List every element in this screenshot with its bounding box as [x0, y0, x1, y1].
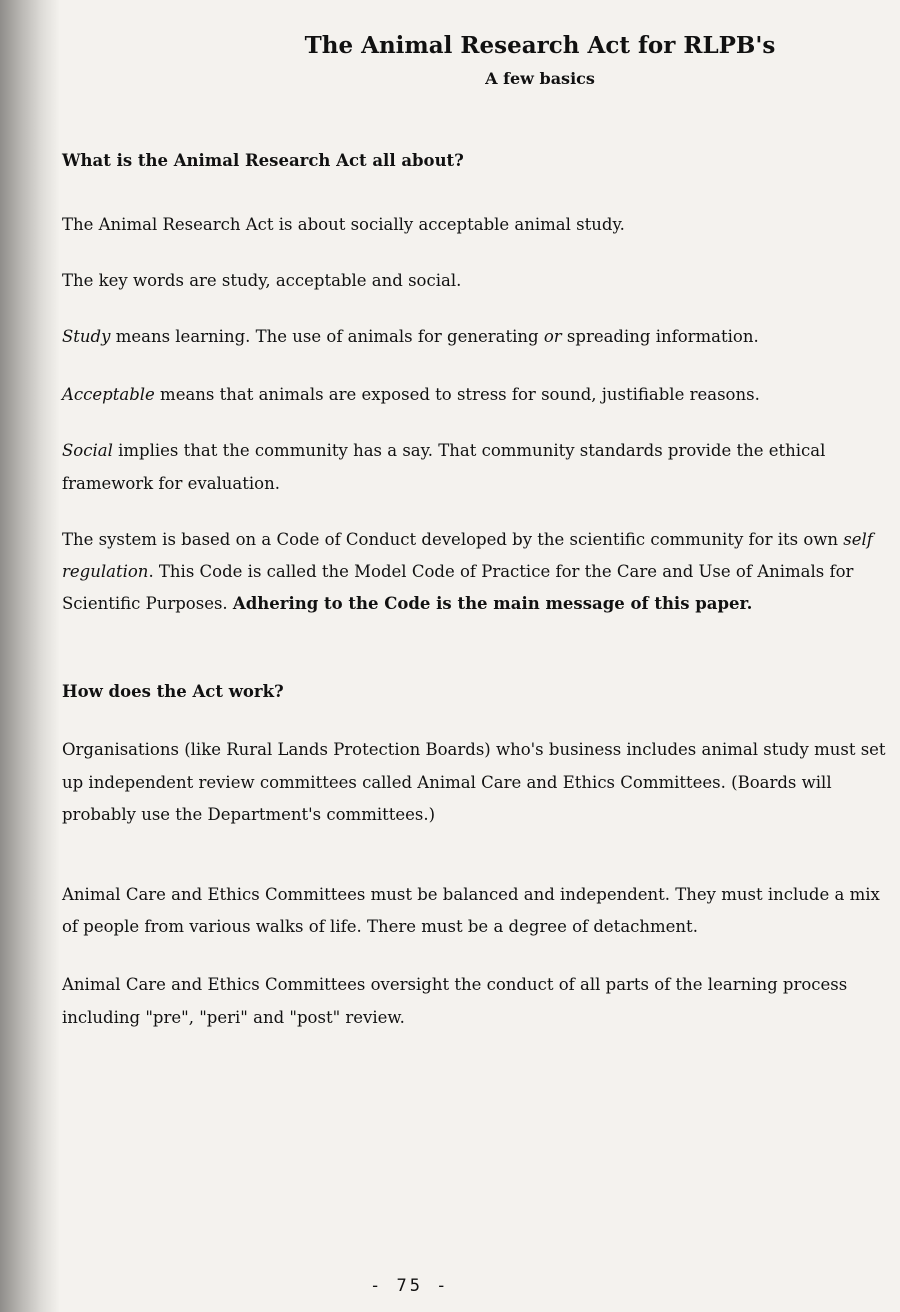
paragraph-study-text-b: spreading information. — [561, 327, 759, 347]
paragraph-code-of-conduct — [62, 524, 898, 621]
paragraph-social — [62, 435, 898, 499]
paragraph-balanced: Animal Care and Ethics Committees must be balanced and independent. They must include a mix of people from various walks of life. There must be a degree of detachment. — [62, 884, 880, 937]
paragraph-organisations: Organisations (like Rural Lands Protection Boards) who's business includes animal study must set up independent review committees called Animal Care and Ethics Committees. (Boards will probably use the Department's committees.) — [62, 740, 886, 824]
paragraph-code-text-b: . This Code is called the Model Code of Practice for the Care and Use of Animals for Scientific Purposes. — [62, 561, 854, 614]
term-self-regulation: self regulation — [62, 529, 873, 581]
paragraph-about: The Animal Research Act is about socially acceptable animal study. — [62, 214, 625, 234]
page-number: - 75 - — [370, 1276, 450, 1296]
scan-edge-shadow — [0, 0, 60, 1312]
main-message: Adhering to the Code is the main message of this paper. — [232, 594, 753, 614]
term-or: or — [543, 327, 562, 347]
paragraph-study-text-a: means learning. The use of animals for generating — [110, 327, 544, 347]
term-study: Study — [62, 327, 111, 347]
term-social: Social — [62, 441, 113, 461]
paragraph-code-text-a: The system is based on a Code of Conduct developed by the scientific community for its own — [62, 529, 844, 549]
document-page — [62, 30, 898, 1034]
paragraph-acceptable — [62, 379, 898, 411]
document-title: The Animal Research Act for RLPB's — [304, 32, 776, 59]
paragraph-study — [62, 321, 898, 353]
paragraph-key-words: The key words are study, acceptable and social. — [62, 270, 462, 290]
term-acceptable: Acceptable — [62, 385, 155, 405]
document-subtitle: A few basics — [485, 69, 595, 89]
section-heading-what: What is the Animal Research Act all about? — [62, 150, 464, 170]
paragraph-oversight: Animal Care and Ethics Committees oversight the conduct of all parts of the learning process including "pre", "peri" and "post" review. — [62, 975, 848, 1027]
section-heading-how: How does the Act work? — [62, 682, 284, 702]
paragraph-acceptable-text: means that animals are exposed to stress for sound, justifiable reasons. — [154, 385, 760, 405]
paragraph-social-text: implies that the community has a say. That community standards provide the ethical framework for evaluation. — [62, 441, 826, 493]
